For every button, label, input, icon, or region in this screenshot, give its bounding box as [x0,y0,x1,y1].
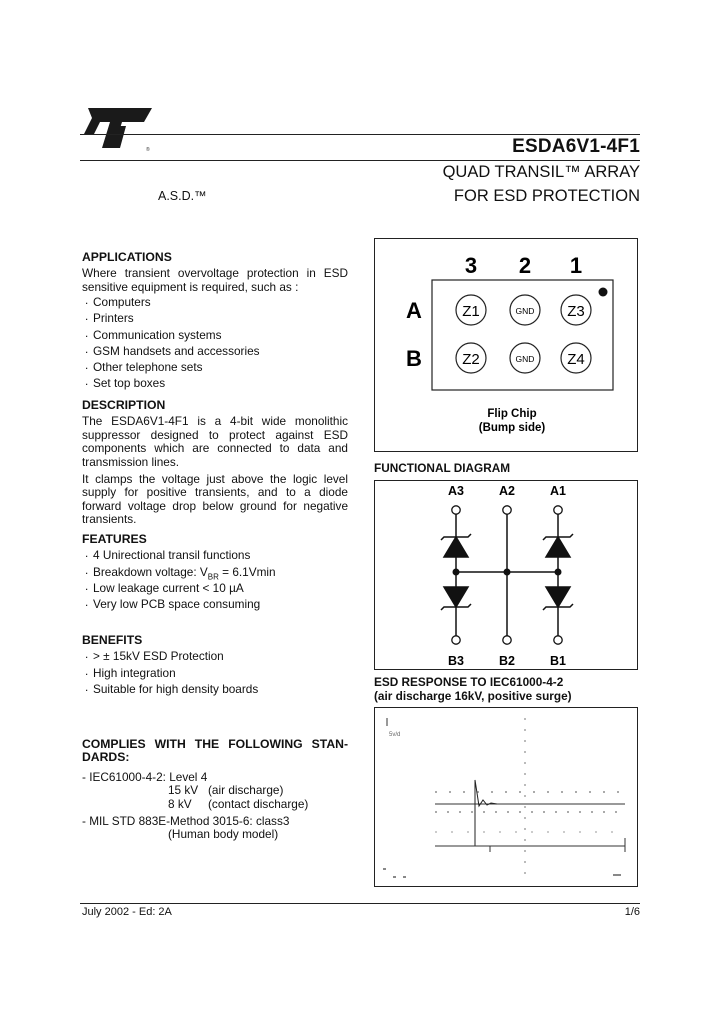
list-item [82,566,348,582]
benefits-list [82,650,348,699]
esd-response-heading [374,676,572,703]
list-item: . Communication systems [82,329,348,345]
iec-air-row [82,784,348,797]
description-section [82,399,348,527]
list-item: . Set top boxes [82,377,348,393]
features-list [82,549,348,614]
subtitle-line2: FOR ESD PROTECTION [453,187,640,205]
junction [453,569,460,576]
terminal-b2 [503,636,511,644]
features-section [82,533,348,614]
iec-air-value: 15 kV [168,783,199,798]
bump-label: Z1 [462,303,480,320]
logo-registered: ® [146,147,150,153]
junction [504,569,511,576]
esd-scope-panel [374,707,638,887]
subtitle-line1: QUAD TRANSIL™ ARRAY [442,163,640,181]
terminal-b1 [554,636,562,644]
die-outline [432,280,613,390]
standards-heading: COMPLIES WITH THE FOLLOWING STAN-DARDS: [82,737,348,765]
iec-contact-desc: (contact discharge) [208,796,309,811]
pin-label-b1: B1 [550,654,566,668]
standards-section [82,738,348,842]
scope-scale-label: 5v/d [389,732,401,738]
bump-label: GND [515,354,535,364]
list-item: . Other telephone sets [82,361,348,377]
tvs-diode-icon [444,537,468,557]
list-item: . Printers [82,312,348,328]
bump-label: Z3 [567,303,585,320]
terminal-b3 [452,636,460,644]
bump-label: Z2 [462,351,480,368]
iec-contact-row [82,798,348,811]
tvs-diode-icon [444,587,468,607]
asd-trademark: A.S.D.™ [158,189,207,203]
flipchip-panel [374,238,638,452]
mil-line: - MIL STD 883E-Method 3015-6: class3 [82,814,290,828]
pin-label-b3: B3 [448,654,464,668]
applications-list [82,296,348,393]
bump-label: GND [515,306,535,316]
iec-line: - IEC61000-4-2: Level 4 [82,769,208,784]
scope-dot [613,874,621,876]
page-number: 1/6 [624,906,640,918]
junction [555,569,562,576]
subtitle-rule [80,160,640,161]
applications-section [82,251,348,393]
pin-label-a1: A1 [550,484,566,498]
row-label-b: B [406,346,422,371]
st-logo [80,104,156,154]
iec-air-desc: (air discharge) [208,783,284,798]
col-label-2: 2 [518,253,532,278]
footer-date: July 2002 - Ed: 2A [82,906,172,918]
breakdown-prefix: Breakdown voltage: V [93,564,208,579]
list-item: . Low leakage current < 10 µA [82,582,348,598]
description-heading: DESCRIPTION [82,398,166,412]
list-item: . High integration [82,667,348,683]
pin-label-a3: A3 [448,484,464,498]
terminal-a1 [554,506,562,514]
benefits-heading: BENEFITS [82,633,143,647]
benefits-section [82,634,348,699]
scope-dot [383,868,386,870]
col-label-1: 1 [569,253,583,278]
esd-heading-line2: (air discharge 16kV, positive surge) [374,688,572,703]
list-item: . Suitable for high density boards [82,683,348,699]
features-heading: FEATURES [82,532,147,546]
tvs-diode-icon [546,537,570,557]
terminal-a3 [452,506,460,514]
terminal-a2 [503,506,511,514]
breakdown-sub: BR [207,571,219,581]
iec-contact-value: 8 kV [168,796,192,811]
applications-heading: APPLICATIONS [82,250,172,264]
applications-intro: Where transient overvoltage protection in ESD sensitive equipment is required, such as : [82,266,348,294]
list-item: . GSM handsets and accessories [82,345,348,361]
mil-sub: (Human body model) [168,827,279,842]
list-item: . Very low PCB space consuming [82,598,348,614]
flipchip-caption2: (Bump side) [478,422,546,434]
footer-rule [80,903,640,904]
breakdown-suffix: = 6.1Vmin [218,564,276,579]
functional-heading: FUNCTIONAL DIAGRAM [374,461,511,475]
pin-label-b2: B2 [499,654,515,668]
row-label-a: A [406,298,422,323]
scope-dot [403,876,406,878]
list-item: . Computers [82,296,348,312]
scope-dot [393,876,396,878]
flipchip-caption1: Flip Chip [487,408,537,420]
functional-panel [374,480,638,670]
esd-heading-line1: ESD RESPONSE TO IEC61000-4-2 [374,675,564,689]
col-label-3: 3 [464,253,478,278]
description-para1: The ESDA6V1-4F1 is a 4-bit wide monolithic suppressor designed to protect against ESD components which are connected to data and transmission lines. [82,414,348,469]
pin1-marker [599,288,608,297]
bump-label: Z4 [567,351,585,368]
tvs-diode-icon [546,587,570,607]
header-rule [80,134,640,135]
list-item: . > ± 15kV ESD Protection [82,650,348,666]
description-para2: It clamps the voltage just above the logic level supply for positive transients, and to a diode forward voltage drop below ground for negative transients. [82,472,348,527]
part-number: ESDA6V1-4F1 [512,136,640,157]
list-item: . 4 Unirectional transil functions [82,549,348,565]
pin-label-a2: A2 [499,484,515,498]
